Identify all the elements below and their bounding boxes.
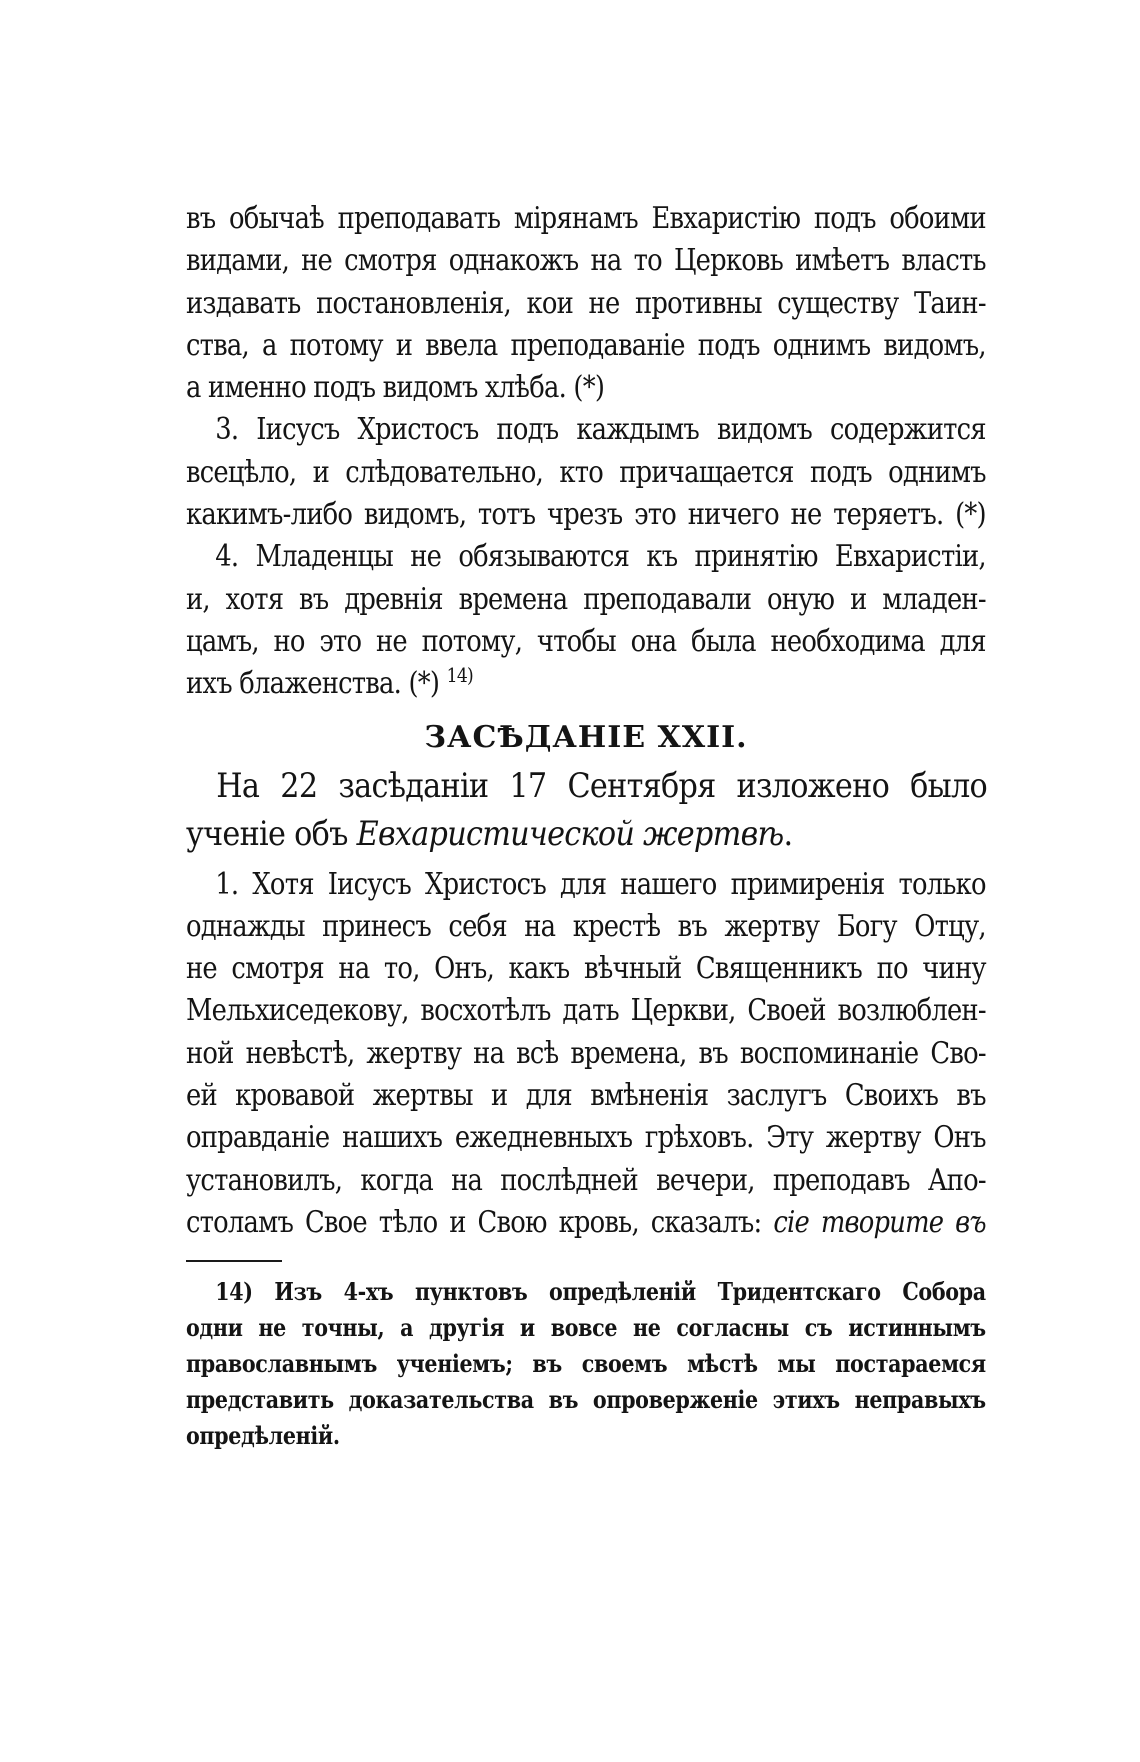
intro-line: На 22 засѣданіи 17 Сентября изложено было [216,765,987,806]
body-line: въ обычаѣ преподавать мірянамъ Евхаристію подъ обоими [186,201,986,236]
body-line: всецѣло, и слѣдовательно, кто причащается подъ однимъ [186,454,986,490]
body-line: а именно подъ видомъ хлѣба. (*) [186,370,605,406]
paragraph [186,864,986,1245]
body-line: ной невѣстѣ, жертву на всѣ времена, въ воспоминаніе Сво- [186,1035,986,1071]
body-line: издавать постановленія, кои не противны существу Таин- [186,285,986,321]
body-line-text: столамъ Свое тѣло и Свою кровь, сказалъ: [186,1204,762,1240]
footnote [186,1274,986,1454]
intro-italic: Евхаристической жертвѣ [356,813,784,854]
body-line: однажды принесъ себя на крестѣ въ жертву Богу Отцу, [186,908,986,944]
body-line-text: ихъ блаженства. (*) [186,666,440,702]
intro-line [186,810,987,858]
body-line: ства, а потому и ввела преподаваніе подъ однимъ видомъ, [186,327,986,363]
body-line: установилъ, когда на послѣдней вечери, преподавъ Апо- [186,1162,986,1198]
body-line [186,1202,986,1244]
footnote-line: представить доказательства въ опроверженіе этихъ неправыхъ [186,1385,986,1415]
body-line: цамъ, но это не потому, чтобы она была необходима для [186,623,986,659]
footnote-line: одни не точны, а другія и вовсе не согласны съ истиннымъ [186,1313,986,1343]
footnote-line: 14) Изъ 4-хъ пунктовъ опредѣленій Тридентскаго Собора [215,1277,986,1307]
footnote-divider [186,1260,282,1262]
body-line: 4. Младенцы не обязываются къ принятію Евхаристіи, [215,539,986,575]
footnote-line: православнымъ ученіемъ; въ своемъ мѣстѣ мы постараемся [186,1349,986,1379]
intro-text: ученіе объ [186,813,348,854]
footnote-reference: 14) [446,663,473,688]
body-line-with-ref [186,663,986,705]
body-line: и, хотя въ древнія времена преподавали оную и младен- [186,581,986,617]
section-heading: ЗАСѢДАНІЕ XXII. [424,719,748,755]
intro-period: . [783,813,793,854]
body-line: 1. Хотя Іисусъ Христосъ для нашего примиренія только [215,866,986,902]
body-line: не смотря на то, Онъ, какъ вѣчный Священникъ по чину [186,951,986,987]
body-line: ей кровавой жертвы и для вмѣненія заслугъ Своихъ въ [186,1078,986,1114]
body-line: 3. Іисусъ Христосъ подъ каждымъ видомъ содержится [215,412,986,448]
body-line: Мельхиседекову, восхотѣлъ дать Церкви, Своей возлюблен- [186,993,986,1029]
book-page [186,198,986,1454]
body-line-italic: сіе творите въ [773,1204,986,1240]
body-line: какимъ-либо видомъ, тотъ чрезъ это ничего не теряетъ. (*) [186,497,986,533]
body-line: видами, не смотря однакожъ на то Церковь имѣетъ власть [186,243,986,279]
body-line: оправданіе нашихъ ежедневныхъ грѣховъ. Эту жертву Онъ [186,1120,986,1156]
footnote-line: опредѣленій. [186,1421,340,1451]
